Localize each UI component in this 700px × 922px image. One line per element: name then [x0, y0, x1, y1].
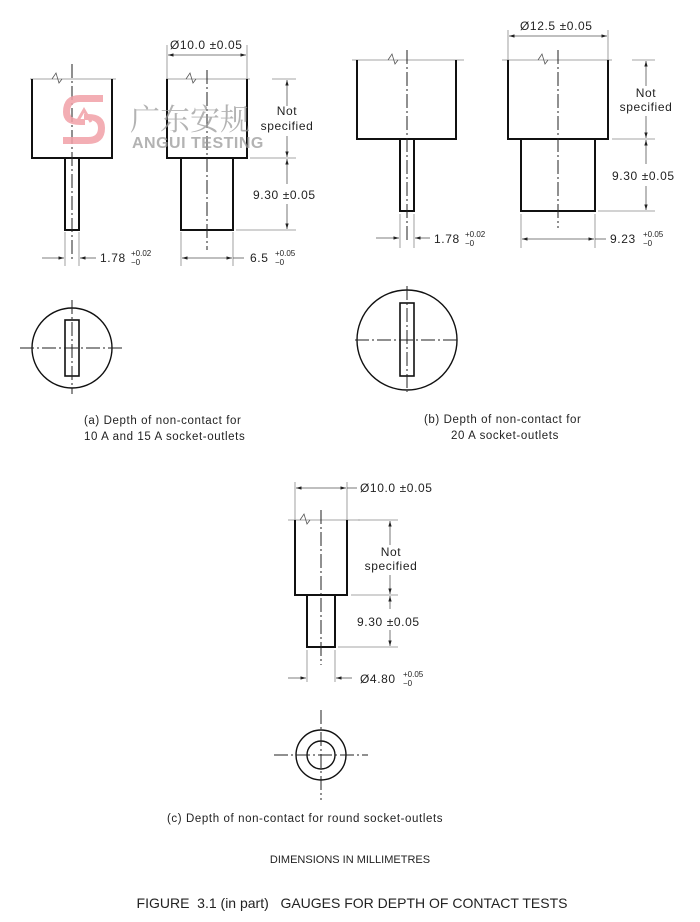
diagram-a-not-specified-1: Not: [276, 104, 298, 118]
diagram-b-not-specified-1: Not: [635, 86, 657, 100]
diagram-c-caption: (c) Depth of non-contact for round socket-outlets: [167, 813, 444, 825]
gauge-a-flat-pin-side-view: [30, 64, 116, 262]
gauge-b-end-view: [355, 286, 460, 392]
units-note: DIMENSIONS IN MILLIMETRES: [269, 854, 431, 866]
watermark: [63, 95, 264, 152]
diagram-b-pin-width-tol-plus: +0.02: [465, 230, 486, 239]
gauge-a-body-side-view: [42, 45, 296, 266]
diagram-a: [20, 38, 316, 443]
watermark-english-text: ANGUI TESTING: [132, 135, 264, 152]
diagram-a-body-width-label: 6.5: [250, 251, 269, 265]
diagram-b-depth-label: 9.30 ±0.05: [612, 169, 675, 183]
diagram-c-diameter-label: Ø10.0 ±0.05: [360, 481, 433, 495]
gauge-c-round-pin-side-view: [288, 482, 398, 682]
diagram-c-pin-diameter-tol-plus: +0.05: [403, 670, 424, 679]
diagram-a-pin-width-label: 1.78: [100, 251, 126, 265]
diagram-b-not-specified-2: specified: [619, 100, 673, 114]
diagram-a-caption-line-1: (a) Depth of non-contact for: [84, 415, 242, 427]
diagram-a-diameter-label: Ø10.0 ±0.05: [170, 38, 243, 52]
diagram-a-pin-width-tol-minus: −0: [131, 258, 141, 267]
diagram-b-diameter-label: Ø12.5 ±0.05: [520, 19, 593, 33]
diagram-c-not-specified-2: specified: [364, 559, 418, 573]
diagram-b-pin-width-label: 1.78: [434, 232, 460, 246]
diagram-c-pin-diameter-tol-minus: −0: [403, 679, 413, 688]
gauge-c-end-view: [274, 710, 368, 800]
watermark-logo-icon: [63, 95, 105, 144]
diagram-c-depth-label: 9.30 ±0.05: [357, 615, 420, 629]
diagram-a-body-width-tol-plus: +0.05: [275, 249, 296, 258]
diagram-c: [167, 481, 443, 825]
diagram-a-depth-label: 9.30 ±0.05: [253, 188, 316, 202]
diagram-a-pin-width-tol-plus: +0.02: [131, 249, 152, 258]
diagram-b-body-width-tol-minus: −0: [643, 239, 653, 248]
diagram-a-not-specified-2: specified: [260, 119, 314, 133]
gauge-b-body-side-view: [502, 30, 655, 248]
figure-title: FIGURE 3.1 (in part) GAUGES FOR DEPTH OF CONTACT TESTS: [136, 895, 568, 911]
diagram-b-caption-line-2: 20 A socket-outlets: [451, 430, 559, 442]
watermark-chinese-text: 广东安规: [130, 103, 250, 138]
diagram-a-body-width-tol-minus: −0: [275, 258, 285, 267]
gauge-b-flat-pin-side-view: [352, 50, 464, 248]
diagram-c-pin-diameter-label: Ø4.80: [360, 672, 396, 686]
diagram-b-body-width-label: 9.23: [610, 232, 636, 246]
diagram-a-caption-line-2: 10 A and 15 A socket-outlets: [84, 431, 246, 443]
diagram-b-body-width-tol-plus: +0.05: [643, 230, 664, 239]
gauge-a-end-view: [20, 300, 124, 394]
diagram-b-caption-line-1: (b) Depth of non-contact for: [424, 414, 582, 426]
diagram-b: [352, 19, 675, 442]
diagram-b-pin-width-tol-minus: −0: [465, 239, 475, 248]
diagram-c-not-specified-1: Not: [380, 545, 402, 559]
